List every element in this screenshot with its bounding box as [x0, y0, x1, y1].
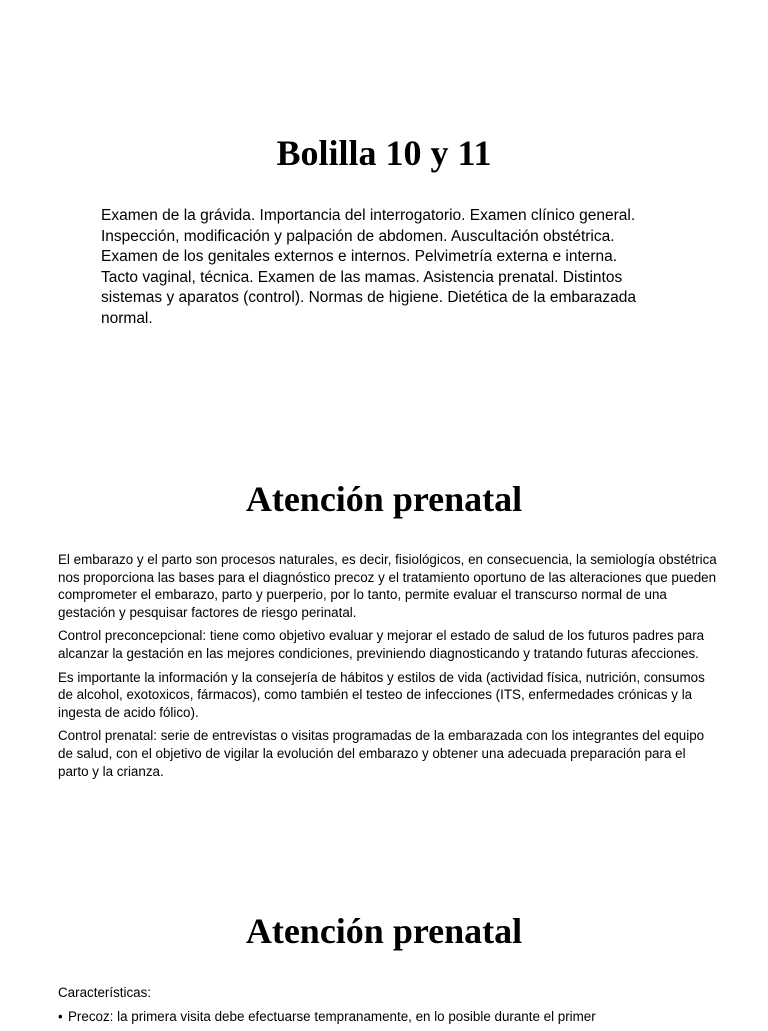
slide-1-title: Bolilla 10 y 11 — [276, 133, 492, 173]
paragraph-prenatal-control: Control prenatal: serie de entrevistas o visitas programadas de la embarazada con los integrantes del equipo de salud, con el objetivo de vigilar la evolución del embarazo y obtener una adecuada preparación para el parto y la crianza. — [58, 728, 705, 779]
slide-2-title: Atención prenatal — [245, 479, 523, 519]
characteristics-heading: Características: — [58, 985, 152, 1000]
slide-1-topics: Examen de la grávida. Importancia del interrogatorio. Examen clínico general. Inspección, modificación y palpación de abdomen. Auscultación obstétrica. Examen de los genitales externos e internos. Pelvimetría externa e interna. Tacto vaginal, técnica. Examen de las mamas. Asistencia prenatal. Distintos sistemas y aparatos (control). Normas de higiene. Dietética de la embarazada normal. — [101, 207, 637, 327]
paragraph-intro: El embarazo y el parto son procesos naturales, es decir, fisiológicos, en consecuencia, la semiología obstétrica nos proporciona las bases para el diagnóstico precoz y el tratamiento oportuno de las alteraciones que pueden comprometer el embarazo, parto y puerperio, por lo tanto, permite evaluar el transcurso normal de una gestación y pesquisar factores de riesgo perinatal. — [58, 552, 717, 620]
paragraph-counseling: Es importante la información y la consejería de hábitos y estilos de vida (actividad física, nutrición, consumos de alcohol, exotoxicos, fármacos), como también el testeo de infecciones (ITS, enfermedades crónicas y la ingesta de acido fólico). — [58, 669, 705, 720]
bullet-dot-icon: • — [58, 1008, 63, 1024]
list-item-text: Precoz: la primera visita debe efectuarse tempranamente, en lo posible durante el primer — [68, 1008, 596, 1024]
list-item — [58, 1008, 718, 1026]
slide-3-title: Atención prenatal — [245, 911, 523, 951]
slide-2-body — [58, 551, 718, 786]
paragraph-preconceptional-control: Control preconcepcional: tiene como objetivo evaluar y mejorar el estado de salud de los futuros padres para alcanzar la gestación en las mejores condiciones, previniendo diagnosticando y tratando futuras afecciones. — [58, 628, 705, 661]
